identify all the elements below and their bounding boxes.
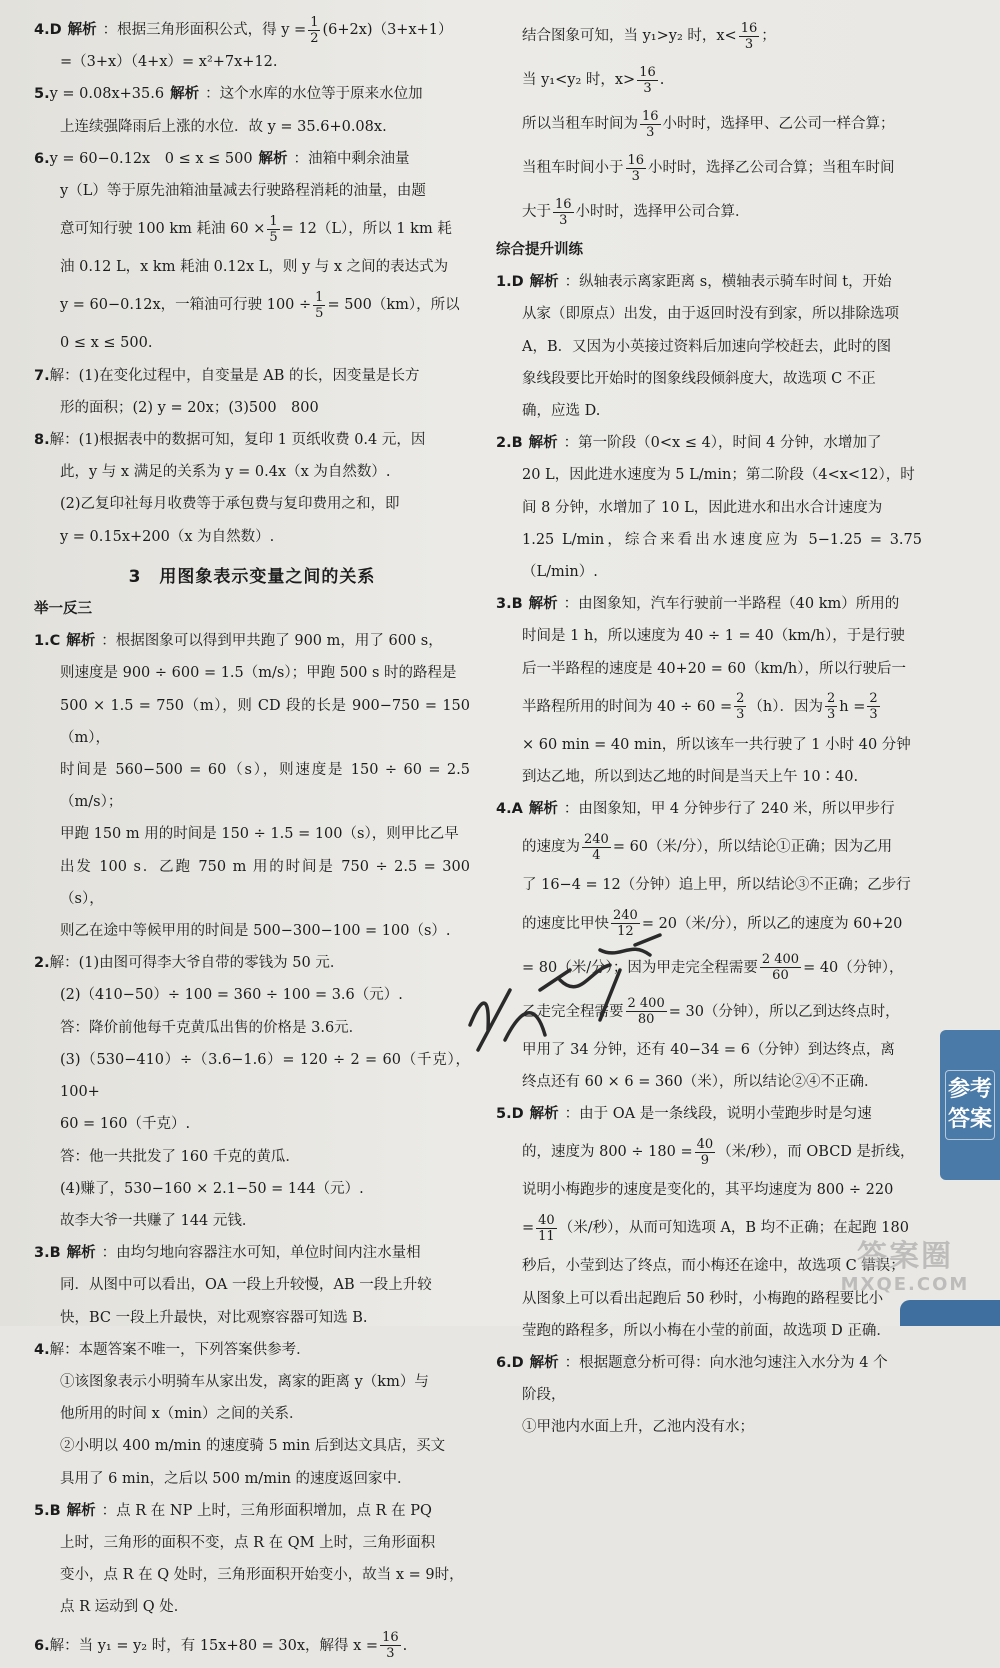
tab-label-line1: 参考 <box>947 1077 992 1102</box>
j3-keyword: 解析 <box>66 1245 96 1262</box>
q6-text-d: 意可知行驶 100 km 耗油 60 × <box>60 221 266 238</box>
q6-fraction-1 <box>267 214 279 245</box>
j5-line3: 变小，点 R 在 Q 处时，三角形面积开始变小，故当 x = 9时， <box>60 1567 464 1584</box>
z3-line6: 到达乙地，所以到达乙地的时间是当天上午 10∶40. <box>522 769 859 786</box>
z5-line3: 说明小梅跑步的速度是变化的，其平均速度为 800 ÷ 220 <box>522 1182 894 1199</box>
j1-number: 1.C <box>34 633 61 650</box>
j1-line1 <box>34 625 470 657</box>
j2-line1 <box>34 947 470 979</box>
q7-line2: 形的面积；(2) y = 20x；(3)500 800 <box>60 399 319 416</box>
z4-text-h: = 40（分钟）， <box>803 959 904 976</box>
z4-line5 <box>496 946 922 990</box>
r1-fraction <box>739 21 760 52</box>
j1-line2: 则速度是 900 ÷ 600 = 1.5（m/s）；甲跑 500 s 时的路程是 <box>60 665 457 682</box>
j6-frac-num: 16 <box>382 1630 399 1646</box>
r2-frac-den: 3 <box>643 80 652 96</box>
q4-frac-num: 1 <box>310 14 319 30</box>
z5-frac2-num: 40 <box>538 1212 555 1228</box>
j5-number: 5.B <box>34 1502 61 1519</box>
site-watermark <box>820 1240 990 1300</box>
q5-line1 <box>34 78 470 110</box>
j2-text-a: 解：(1)由图可得李大爷自带的零钱为 50 元． <box>49 955 345 972</box>
q6-text-h: = 500（km），所以 <box>327 297 460 314</box>
tab-label-line2: 答案 <box>947 1107 992 1132</box>
r5-text-b: 小时时，选择甲公司合算． <box>575 204 750 220</box>
j1-text-a: ：根据图象可以得到甲共跑了 900 m，用了 600 s， <box>101 633 443 650</box>
z1-text-a: ：纵轴表示离家距离 s，横轴表示骑车时间 t，开始 <box>564 274 892 291</box>
j3-line3: 快，BC 一段上升最快，对比观察容器可知选 B. <box>60 1309 368 1326</box>
q8-line1 <box>34 424 470 456</box>
page-corner-badge <box>900 1300 1000 1326</box>
r2-text-a: 当 y₁<y₂ 时，x> <box>522 72 636 88</box>
q4-line1 <box>34 14 470 46</box>
q5-number: 5. <box>34 86 50 103</box>
watermark-title: 答案圈 <box>857 1239 953 1274</box>
z2-line4: 1.25 L/min，综合来看出水速度应为 5−1.25 = 3.75（L/min）. <box>522 531 922 581</box>
z5-fraction-2 <box>536 1213 557 1244</box>
j1-line3: 500 × 1.5 = 750（m），则 CD 段的长是 900−750 = 150（m）， <box>60 697 470 746</box>
z3-frac3-den: 3 <box>869 707 878 723</box>
r3-frac-num: 16 <box>642 108 659 124</box>
r2-fraction <box>637 65 658 96</box>
z5-frac1-num: 40 <box>696 1136 714 1152</box>
j3-text-a: ：由均匀地向容器注水可知，单位时间内注水量相 <box>101 1245 421 1262</box>
z4-text-e: 的速度比甲快 <box>522 915 609 932</box>
j5-text-a: ：点 R 在 NP 上时，三角形面积增加，点 R 在 PQ <box>101 1502 432 1519</box>
j5-line2: 上时，三角形的面积不变，点 R 在 QM 上时，三角形面积 <box>60 1534 436 1551</box>
z4-text-g: = 80（米/分）；因为甲走完全程需要 <box>522 959 758 976</box>
q6-text-g: y = 60−0.12x，一箱油可行驶 100 ÷ <box>60 297 312 314</box>
answer-key-tab-inner <box>945 1070 995 1140</box>
z5-text-b: 的，速度为 800 ÷ 180 = <box>522 1144 693 1161</box>
j2-line2: (2)（410−50）÷ 100 = 360 ÷ 100 = 3.6（元）. <box>60 987 403 1004</box>
r5-frac-den: 3 <box>559 212 568 228</box>
z2-line2: 20 L，因此进水速度为 5 L/min；第二阶段（4<x<12），时 <box>522 467 915 484</box>
z1-keyword: 解析 <box>529 274 559 291</box>
z4-fraction-1 <box>582 832 611 863</box>
r2-frac-num: 16 <box>639 64 656 80</box>
z6-number: 6.D <box>496 1355 524 1372</box>
j2-number: 2. <box>34 955 50 972</box>
z2-line3: 间 8 分钟，水增加了 10 L，因此进水和出水合计速度为 <box>522 499 883 516</box>
j4-number: 4. <box>34 1341 50 1358</box>
z4-frac2-num: 240 <box>613 908 638 924</box>
z6-line3: ①甲池内水面上升，乙池内没有水； <box>522 1419 754 1436</box>
r4-text-a: 当租车时间小于 <box>522 160 624 176</box>
z3-line2: 时间是 1 h，所以速度为 40 ÷ 1 = 40（km/h），于是行驶 <box>522 628 905 645</box>
q6-line2: y（L）等于原先油箱油量减去行驶路程消耗的油量，由题 <box>60 183 426 200</box>
z4-text-c: = 60（米/分），所以结论①正确；因为乙用 <box>612 839 893 856</box>
q6-line5 <box>34 283 470 327</box>
r4-line <box>496 146 922 190</box>
r4-fraction <box>626 153 647 184</box>
j2-line4: (3)（530−410）÷（3.6−1.6）= 120 ÷ 2 = 60（千克），100+ <box>60 1051 470 1101</box>
r1-frac-num: 16 <box>740 20 758 36</box>
z2-keyword: 解析 <box>528 435 558 452</box>
answer-key-tab <box>940 1030 1000 1180</box>
j3-line1 <box>34 1237 470 1269</box>
z3-fraction-2 <box>825 691 837 722</box>
r4-text-b: 小时时，选择乙公司合算；当租车时间 <box>648 160 895 176</box>
z4-line8: 终点还有 60 × 6 = 360（米），所以结论②④不正确． <box>522 1073 879 1090</box>
q4-frac-den: 2 <box>310 30 319 46</box>
q5-answer: y = 0.08x+35.6 <box>49 86 165 103</box>
q6-line4: 油 0.12 L，x km 耗油 0.12x L，则 y 与 x 之间的表达式为 <box>60 259 449 276</box>
z3-text-a: ：由图象知，汽车行驶前一半路程（40 km）所用的 <box>563 596 900 613</box>
z6-keyword: 解析 <box>529 1355 559 1372</box>
r5-fraction <box>553 197 574 228</box>
z4-line7: 甲用了 34 分钟，还有 40−34 = 6（分钟）到达终点，离 <box>522 1041 895 1058</box>
z4-line2 <box>496 825 922 869</box>
r3-frac-den: 3 <box>646 124 655 140</box>
z4-line4 <box>496 902 922 946</box>
z4-frac1-num: 240 <box>584 831 609 847</box>
j6-text-b: . <box>402 1637 408 1654</box>
z5-line7: 莹跑的路程多，所以小梅在小莹的前面，故选项 D 正确． <box>522 1322 891 1339</box>
z3-number: 3.B <box>496 596 523 613</box>
q4-number: 4.D <box>34 22 62 38</box>
z5-frac1-den: 9 <box>700 1152 709 1168</box>
q8-number: 8. <box>34 432 50 449</box>
z3-line3: 后一半路程的速度是 40+20 = 60（km/h），所以行驶后一 <box>522 660 906 677</box>
q6-frac1-den: 5 <box>269 229 278 245</box>
q7-line1 <box>34 360 470 392</box>
section-title: 3 用图象表示变量之间的关系 <box>128 566 376 587</box>
j3-number: 3.B <box>34 1245 61 1262</box>
r1-frac-den: 3 <box>744 36 754 52</box>
j4-text-a: 解：本题答案不唯一，下列答案供参考． <box>49 1341 311 1358</box>
z5-text-f: （米/秒），从而可知选项 A，B 均不正确；在起跑 180 <box>558 1220 909 1237</box>
j6-frac-den: 3 <box>386 1646 395 1662</box>
q6-text-e: = 12（L），所以 1 km 耗 <box>281 221 452 238</box>
q6-fraction-2 <box>313 290 325 321</box>
q5-text-b: ：这个水库的水位等于原来水位加 <box>205 86 423 103</box>
j5-line1 <box>34 1495 470 1527</box>
z6-line2: 阶段， <box>522 1387 566 1404</box>
z4-text-f: = 20（米/分），所以乙的速度为 60+20 <box>641 915 903 932</box>
subsection-heading-2: 综合提升训练 <box>496 242 583 258</box>
z3-line4 <box>496 685 922 729</box>
z5-fraction-1 <box>695 1137 716 1168</box>
z3-line5: × 60 min = 40 min，所以该车一共行驶了 1 小时 40 分钟 <box>522 736 911 753</box>
z4-keyword: 解析 <box>528 801 558 818</box>
j2-line6: 答：他一共批发了 160 千克的黄瓜． <box>60 1148 300 1165</box>
z3-keyword: 解析 <box>528 596 558 613</box>
z1-line3: A，B．又因为小英接过资料后加速向学校赶去，此时的图 <box>522 338 892 355</box>
z1-line1 <box>496 266 922 298</box>
z3-frac1-den: 3 <box>736 707 745 723</box>
j6-fraction <box>380 1630 401 1661</box>
r3-text-a: 所以当租车时间为 <box>522 116 638 132</box>
z4-frac3-num: 2 400 <box>761 952 800 968</box>
z3-text-e: （h）．因为 <box>748 698 824 715</box>
z1-line2: 从家（即原点）出发，由于返回时没有到家，所以排除选项 <box>522 306 899 323</box>
j4-line1 <box>34 1334 470 1366</box>
z4-fraction-3 <box>760 952 801 983</box>
z4-frac3-den: 60 <box>772 968 789 984</box>
z1-line4: 象线段要比开始时的图象线段倾斜度大，故选项 C 不正 <box>522 370 876 387</box>
z6-line1 <box>496 1347 922 1379</box>
q4-fraction <box>308 15 320 46</box>
z2-number: 2.B <box>496 435 523 452</box>
j2-line8: 故李大爷一共赚了 144 元钱． <box>60 1212 257 1229</box>
q8-text-a: 解：(1)根据表中的数据可知，复印 1 页纸收费 0.4 元，因 <box>49 432 426 449</box>
q6-frac1-num: 1 <box>269 213 278 229</box>
z4-line3: 了 16−4 = 12（分钟）追上甲，所以结论③不正确；乙步行 <box>522 877 911 894</box>
j2-line7: (4)赚了，530−160 × 2.1−50 = 144（元）. <box>60 1180 364 1197</box>
z4-line6 <box>496 990 922 1034</box>
z4-number: 4.A <box>496 801 523 818</box>
z4-frac4-den: 80 <box>637 1012 655 1028</box>
z5-keyword: 解析 <box>529 1106 559 1123</box>
q7-number: 7. <box>34 367 50 384</box>
z5-line5: 秒后，小莹到达了终点，而小梅还在途中，故选项 C 错误； <box>522 1258 905 1275</box>
r1-text-b: ； <box>761 28 776 44</box>
r1-line <box>496 14 922 58</box>
j4-line3: 他所用的时间 x（min）之间的关系． <box>60 1406 304 1423</box>
z3-frac3-num: 2 <box>869 691 878 707</box>
z4-text-j: = 30（分钟），所以乙到达终点时， <box>668 1003 900 1020</box>
q7-text-a: 解：(1)在变化过程中，自变量是 AB 的长，因变量是长方 <box>49 367 420 384</box>
j2-line3: 答：降价前他每千克黄瓜出售的价格是 3.6元． <box>60 1019 364 1036</box>
left-column <box>34 14 470 1668</box>
z4-frac2-den: 12 <box>617 924 634 940</box>
j5-keyword: 解析 <box>66 1502 96 1519</box>
q6-line1 <box>34 143 470 175</box>
q4-keyword: 解析 <box>67 22 97 38</box>
j1-line7: 则乙在途中等候甲用的时间是 500−300−100 = 100（s）. <box>60 923 451 940</box>
z5-text-c: （米/秒），而 OBCD 是折线， <box>717 1144 915 1161</box>
r4-frac-num: 16 <box>627 152 645 168</box>
r3-line <box>496 102 922 146</box>
z1-line5: 确，应选 D. <box>522 403 601 420</box>
z5-text-a: ：由于 OA 是一条线段，说明小莹跑步时是匀速 <box>564 1106 872 1123</box>
j4-line4: ②小明以 400 m/min 的速度骑 5 min 后到达文具店，买文 <box>60 1438 446 1455</box>
z4-text-i: 乙走完全程需要 <box>522 1003 624 1020</box>
right-column <box>496 14 922 1444</box>
z3-frac2-den: 3 <box>827 707 836 723</box>
z6-text-a: ：根据题意分析可得：向水池匀速注入水分为 4 个 <box>564 1355 888 1372</box>
z2-line1 <box>496 427 922 459</box>
q8-line4: y = 0.15x+200（x 为自然数）. <box>60 528 275 545</box>
z2-text-a: ：第一阶段（0<x ≤ 4），时间 4 分钟，水增加了 <box>563 435 882 452</box>
j6-line1 <box>34 1624 470 1668</box>
q4-line2: =（3+x）（4+x）= x²+7x+12. <box>60 54 278 71</box>
r3-text-b: 小时时，选择甲、乙公司一样合算； <box>662 116 895 132</box>
r1-text-a: 结合图象可知，当 y₁>y₂ 时，x< <box>522 28 737 44</box>
z5-number: 5.D <box>496 1106 524 1123</box>
q5-line2: 上连续强降雨后上涨的水位．故 y = 35.6+0.08x. <box>60 118 387 135</box>
z4-line1 <box>496 793 922 825</box>
z5-text-e: = <box>522 1220 535 1237</box>
j5-line4: 点 R 运动到 Q 处． <box>60 1599 189 1616</box>
j2-line5: 60 = 160（千克）. <box>60 1116 191 1133</box>
r5-frac-num: 16 <box>555 196 572 212</box>
r4-frac-den: 3 <box>631 168 640 184</box>
q6-frac2-den: 5 <box>315 305 324 321</box>
z3-frac1-num: 2 <box>736 691 745 707</box>
j1-line4: 时间是 560−500 = 60（s），则速度是 150 ÷ 60 = 2.5（m/s）； <box>60 762 470 811</box>
z4-text-b: 的速度为 <box>522 839 580 856</box>
q4-text-a: ：根据三角形面积公式，得 y = <box>102 22 307 38</box>
z5-frac2-den: 11 <box>538 1228 555 1244</box>
r2-text-b: . <box>659 72 665 88</box>
z4-text-a: ：由图象知，甲 4 分钟步行了 240 米，所以甲步行 <box>563 801 895 818</box>
j6-number: 6. <box>34 1637 50 1654</box>
subsection-heading-1: 举一反三 <box>34 601 92 618</box>
r2-line <box>496 58 922 102</box>
watermark-url: MXQE.COM <box>840 1274 970 1295</box>
q6-frac2-num: 1 <box>315 289 324 305</box>
q6-text-b: ：油箱中剩余油量 <box>293 150 410 167</box>
j4-line5: 具用了 6 min，之后以 500 m/min 的速度返回家中． <box>60 1470 412 1487</box>
z3-text-f: h = <box>839 698 866 715</box>
j6-text-a: 解：当 y₁ = y₂ 时，有 15x+80 = 30x，解得 x = <box>49 1637 379 1654</box>
z4-frac1-den: 4 <box>592 847 601 863</box>
q6-line3 <box>34 207 470 251</box>
r3-fraction <box>640 109 661 140</box>
j4-line2: ①该图象表示小明骑车从家出发，离家的距离 y（km）与 <box>60 1373 429 1390</box>
q6-keyword: 解析 <box>258 150 288 167</box>
q5-keyword: 解析 <box>170 86 200 103</box>
z3-fraction-1 <box>734 691 746 722</box>
z5-line2 <box>496 1130 922 1174</box>
r5-line <box>496 190 922 234</box>
z3-text-d: 半路程所用的时间为 40 ÷ 60 = <box>522 698 733 715</box>
r5-text-a: 大于 <box>522 204 551 220</box>
j1-line6: 出发 100 s．乙跑 750 m 用的时间是 750 ÷ 2.5 = 300（s）， <box>60 858 470 907</box>
z4-frac4-num: 2 400 <box>627 996 665 1012</box>
z5-line1 <box>496 1098 922 1130</box>
q6-number: 6. <box>34 150 50 167</box>
q6-answer: y = 60−0.12x 0 ≤ x ≤ 500 <box>49 150 253 167</box>
q6-line6: 0 ≤ x ≤ 500. <box>60 335 153 352</box>
q4-text-b: (6+2x)（3+x+1） <box>322 22 453 38</box>
q8-line3: (2)乙复印社每月收费等于承包费与复印费用之和，即 <box>60 496 400 513</box>
z3-fraction-3 <box>867 691 879 722</box>
j1-line5: 甲跑 150 m 用的时间是 150 ÷ 1.5 = 100（s），则甲比乙早 <box>60 826 459 843</box>
j3-line2: 同．从图中可以看出，OA 一段上升较慢，AB 一段上升较 <box>60 1277 432 1294</box>
z4-fraction-2 <box>611 908 640 939</box>
z1-number: 1.D <box>496 274 524 291</box>
z4-fraction-4 <box>626 996 667 1027</box>
z5-line6: 从图象上可以看出起跑后 50 秒时，小梅跑的路程要比小 <box>522 1290 884 1307</box>
z3-line1 <box>496 588 922 620</box>
q8-line2: 此，y 与 x 满足的关系为 y = 0.4x（x 为自然数）. <box>60 464 391 481</box>
z3-frac2-num: 2 <box>827 691 836 707</box>
j1-keyword: 解析 <box>66 633 96 650</box>
